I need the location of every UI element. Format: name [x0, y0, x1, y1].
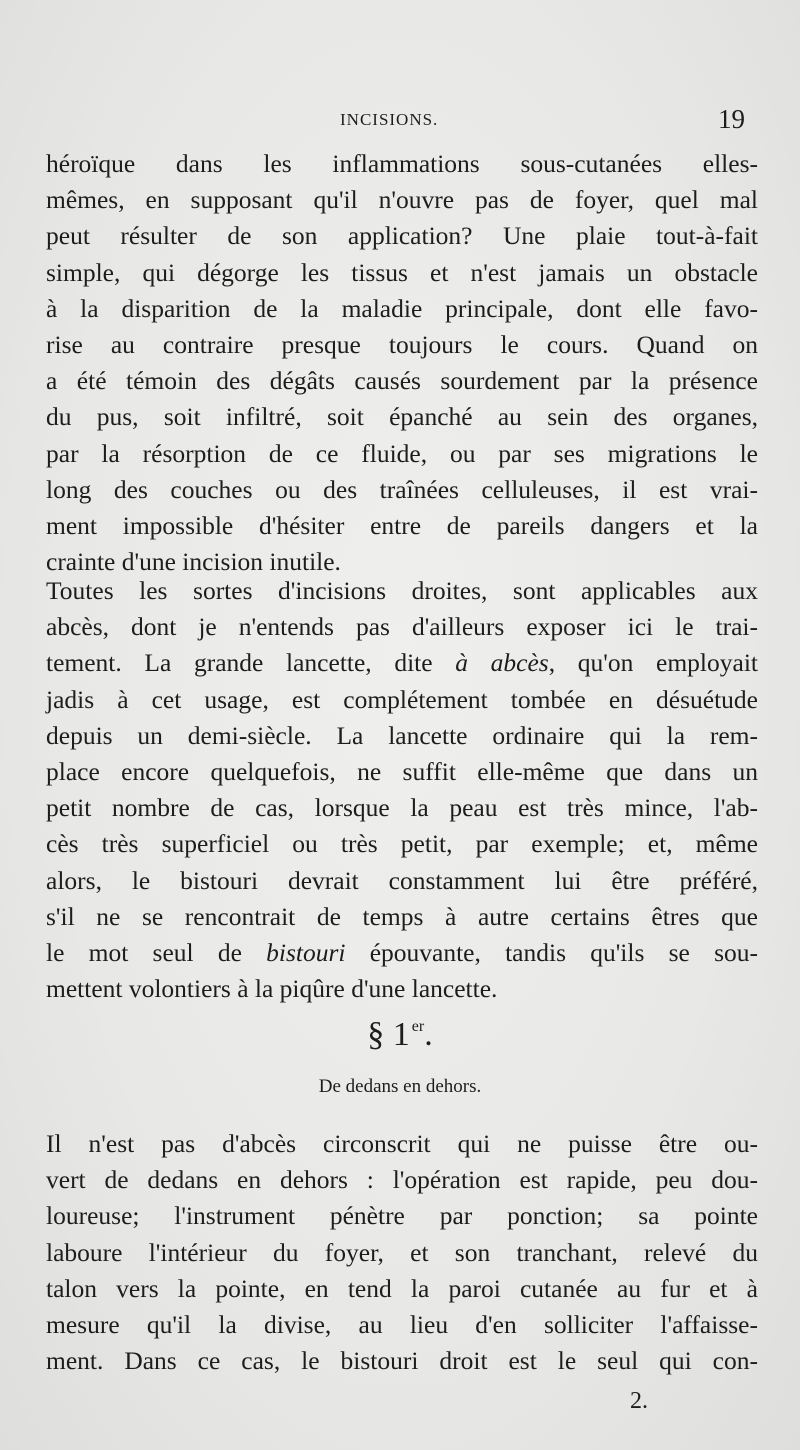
- paragraph-2: [46, 573, 758, 1007]
- text-line: ment. Dans ce cas, le bistouri droit est le seul qui con-: [46, 1346, 758, 1376]
- text-line: cès très superficiel ou très petit, par exemple; et, même: [46, 829, 758, 859]
- section-heading: [0, 1016, 800, 1054]
- text-line: laboure l'intérieur du foyer, et son tranchant, relevé du: [46, 1237, 758, 1267]
- section-subheading: De dedans en dehors.: [318, 1076, 482, 1097]
- paragraph-1: [46, 146, 758, 580]
- section-symbol: § 1: [367, 1016, 410, 1053]
- text-line: héroïque dans les inflammations sous-cutanées elles-: [46, 149, 758, 178]
- text-line: place encore quelquefois, ne suffit elle-même que dans un: [46, 756, 758, 786]
- text-line: ment impossible d'hésiter entre de pareils dangers et la: [46, 510, 758, 540]
- text-line: [46, 935, 758, 971]
- section-period: .: [424, 1016, 433, 1053]
- text-segment: tement. La grande lancette, dite: [46, 648, 456, 678]
- paragraph-3: [46, 1126, 758, 1379]
- text-line: talon vers la pointe, en tend la paroi cutanée au fur et à: [46, 1273, 758, 1303]
- text-line: s'il ne se rencontrait de temps à autre certains êtres que: [46, 901, 758, 931]
- italic-term: à abcès: [455, 648, 549, 678]
- text-line: petit nombre de cas, lorsque la peau est très mince, l'ab-: [46, 793, 758, 823]
- text-line: crainte d'une incision inutile.: [46, 547, 341, 577]
- text-line: jadis à cet usage, est complétement tombée en désuétude: [46, 684, 758, 714]
- running-head: [0, 104, 800, 134]
- text-line: mesure qu'il la divise, au lieu d'en solliciter l'affaisse-: [46, 1309, 758, 1339]
- text-segment: épouvante, tandis qu'ils se sou-: [345, 937, 758, 967]
- text-line: long des couches ou des traînées celluleuses, il est vrai-: [46, 474, 758, 504]
- running-head-title: INCISIONS.: [340, 110, 439, 129]
- text-line: peut résulter de son application? Une plaie tout-à-fait: [46, 221, 758, 251]
- text-line: du pus, soit infiltré, soit épanché au sein des organes,: [46, 402, 758, 432]
- text-line: Toutes les sortes d'incisions droites, sont applicables aux: [46, 576, 758, 605]
- text-line: alors, le bistouri devrait constamment lui être préféré,: [46, 865, 758, 895]
- text-line: loureuse; l'instrument pénètre par ponction; sa pointe: [46, 1201, 758, 1231]
- text-line: mêmes, en supposant qu'il n'ouvre pas de foyer, quel mal: [46, 185, 758, 215]
- text-line: vert de dedans en dehors : l'opération est rapide, peu dou-: [46, 1165, 758, 1195]
- text-segment: , qu'on employait: [548, 648, 759, 678]
- text-line: par la résorption de ce fluide, ou par ses migrations le: [46, 438, 758, 468]
- text-line: abcès, dont je n'entends pas d'ailleurs exposer ici le trai-: [46, 612, 758, 642]
- text-line: depuis un demi-siècle. La lancette ordinaire qui la rem-: [46, 720, 758, 750]
- text-line: [46, 645, 758, 681]
- text-line: rise au contraire presque toujours le cours. Quand on: [46, 329, 758, 359]
- text-line: mettent volontiers à la piqûre d'une lancette.: [46, 974, 498, 1004]
- text-line: simple, qui dégorge les tissus et n'est jamais un obstacle: [46, 257, 758, 287]
- italic-term: bistouri: [266, 937, 346, 967]
- signature-mark: 2.: [630, 1388, 648, 1414]
- text-line: à la disparition de la maladie principale, dont elle favo-: [46, 293, 758, 323]
- section-superscript: er: [411, 1018, 425, 1035]
- text-line: a été témoin des dégâts causés sourdement par la présence: [46, 366, 758, 396]
- page-number: 19: [718, 104, 745, 134]
- text-line: Il n'est pas d'abcès circonscrit qui ne puisse être ou-: [46, 1129, 758, 1158]
- text-segment: le mot seul de: [46, 937, 267, 967]
